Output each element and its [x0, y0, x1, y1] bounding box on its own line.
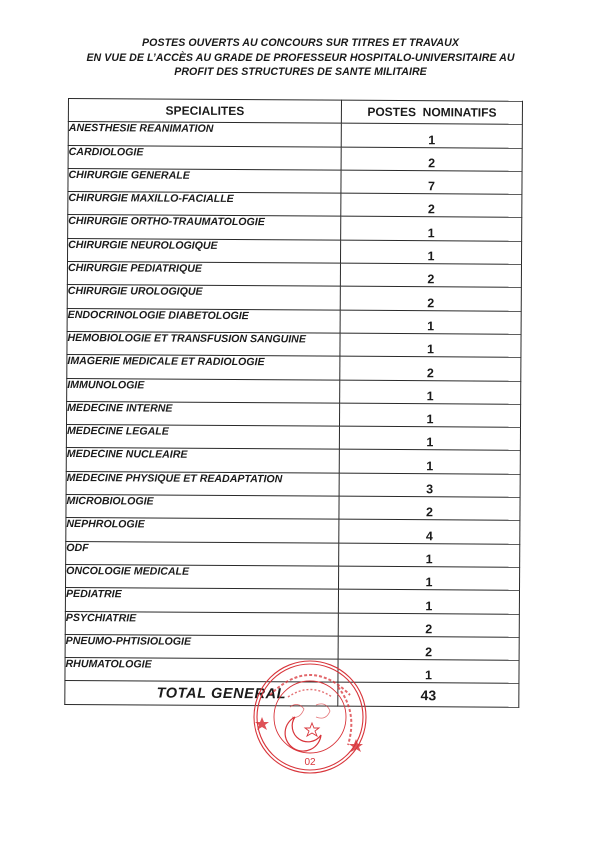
specialite-cell: CHIRURGIE NEUROLOGIQUE	[68, 238, 341, 263]
specialite-cell: CARDIOLOGIE	[68, 145, 341, 170]
specialite-cell: CHIRURGIE ORTHO-TRAUMATOLOGIE	[68, 215, 341, 240]
postes-cell: 1	[340, 240, 521, 264]
table-row	[67, 401, 521, 427]
specialite-cell: PEDIATRIE	[65, 588, 338, 613]
table-row	[65, 634, 519, 660]
document-title	[0, 36, 601, 80]
table-row	[66, 448, 520, 474]
table-row	[66, 425, 520, 451]
specialite-cell: ANESTHESIE REANIMATION	[68, 122, 341, 147]
table-row	[65, 658, 519, 684]
postes-cell: 1	[338, 659, 519, 683]
total-label: TOTAL GENERAL	[65, 681, 338, 706]
table-row	[68, 145, 522, 171]
postes-cell: 2	[341, 193, 522, 217]
table-row	[68, 238, 522, 264]
postes-cell: 7	[341, 170, 522, 194]
specialite-cell: MEDECINE PHYSIQUE ET READAPTATION	[66, 471, 339, 496]
header-specialites: SPECIALITES	[68, 99, 341, 124]
postes-cell: 2	[340, 287, 521, 311]
table-row	[67, 308, 521, 334]
specialite-cell: PNEUMO-PHTISIOLOGIE	[65, 634, 338, 659]
table-header-row	[68, 99, 522, 125]
title-line-3: PROFIT DES STRUCTURES DE SANTE MILITAIRE	[174, 66, 427, 78]
header-postes-nominatifs: POSTES NOMINATIFS	[341, 100, 522, 124]
postes-cell: 1	[340, 333, 521, 357]
crescent-icon	[285, 717, 321, 751]
postes-cell: 1	[341, 217, 522, 241]
specialite-cell: ENDOCRINOLOGIE DIABETOLOGIE	[67, 308, 340, 333]
table-row	[68, 122, 522, 148]
specialite-cell: RHUMATOLOGIE	[65, 658, 338, 683]
table-row	[67, 355, 521, 381]
star-icon	[349, 739, 363, 752]
title-line-1: POSTES OUVERTS AU CONCOURS SUR TITRES ET TRAVAUX	[142, 37, 459, 49]
table-row	[67, 262, 521, 288]
table-row	[66, 471, 520, 497]
specialite-cell: MEDECINE INTERNE	[67, 401, 340, 426]
postes-cell: 1	[341, 123, 522, 147]
table-row	[68, 168, 522, 194]
specialite-cell: HEMOBIOLOGIE ET TRANSFUSION SANGUINE	[67, 331, 340, 356]
table-row	[65, 611, 519, 637]
postes-cell: 2	[341, 147, 522, 171]
table-row	[65, 588, 519, 614]
total-row	[65, 681, 519, 707]
specialite-cell: IMAGERIE MEDICALE ET RADIOLOGIE	[67, 355, 340, 380]
postes-cell: 2	[338, 613, 519, 637]
star-icon	[255, 717, 269, 730]
table-row	[67, 331, 521, 357]
postes-cell: 2	[338, 636, 519, 660]
table-row	[67, 378, 521, 404]
postes-cell: 1	[340, 380, 521, 404]
total-value: 43	[338, 683, 519, 707]
postes-cell: 1	[339, 450, 520, 474]
table-row	[66, 518, 520, 544]
postes-cell: 1	[339, 426, 520, 450]
specialite-cell: CHIRURGIE PEDIATRIQUE	[67, 262, 340, 287]
postes-cell: 4	[339, 520, 520, 544]
star-icon	[305, 723, 319, 736]
title-line-2: EN VUE DE L’ACCÈS AU GRADE DE PROFESSEUR HOSPITALO-UNIVERSITAIRE AU	[86, 51, 515, 64]
table-row	[66, 564, 520, 590]
specialite-cell: MICROBIOLOGIE	[66, 495, 339, 520]
table-row	[67, 285, 521, 311]
postes-cell: 1	[339, 403, 520, 427]
specialite-cell: ONCOLOGIE MEDICALE	[66, 564, 339, 589]
table-row	[66, 495, 520, 521]
specialite-cell: PSYCHIATRIE	[65, 611, 338, 636]
table-row	[68, 215, 522, 241]
positions-table	[64, 98, 523, 707]
postes-cell: 2	[339, 496, 520, 520]
specialite-cell: NEPHROLOGIE	[66, 518, 339, 543]
specialite-cell: CHIRURGIE MAXILLO-FACIALLE	[68, 192, 341, 217]
postes-cell: 1	[339, 543, 520, 567]
specialite-cell: CHIRURGIE UROLOGIQUE	[67, 285, 340, 310]
specialite-cell: MEDECINE LEGALE	[66, 425, 339, 450]
postes-cell: 3	[339, 473, 520, 497]
postes-cell: 2	[340, 263, 521, 287]
specialite-cell: IMMUNOLOGIE	[67, 378, 340, 403]
postes-cell: 1	[339, 566, 520, 590]
specialite-cell: CHIRURGIE GENERALE	[68, 168, 341, 193]
table-row	[68, 192, 522, 218]
seal-number: 02	[304, 757, 316, 768]
postes-cell: 2	[340, 356, 521, 380]
table-row	[66, 541, 520, 567]
specialite-cell: ODF	[66, 541, 339, 566]
postes-cell: 1	[338, 589, 519, 613]
specialite-cell: MEDECINE NUCLEAIRE	[66, 448, 339, 473]
postes-cell: 1	[340, 310, 521, 334]
